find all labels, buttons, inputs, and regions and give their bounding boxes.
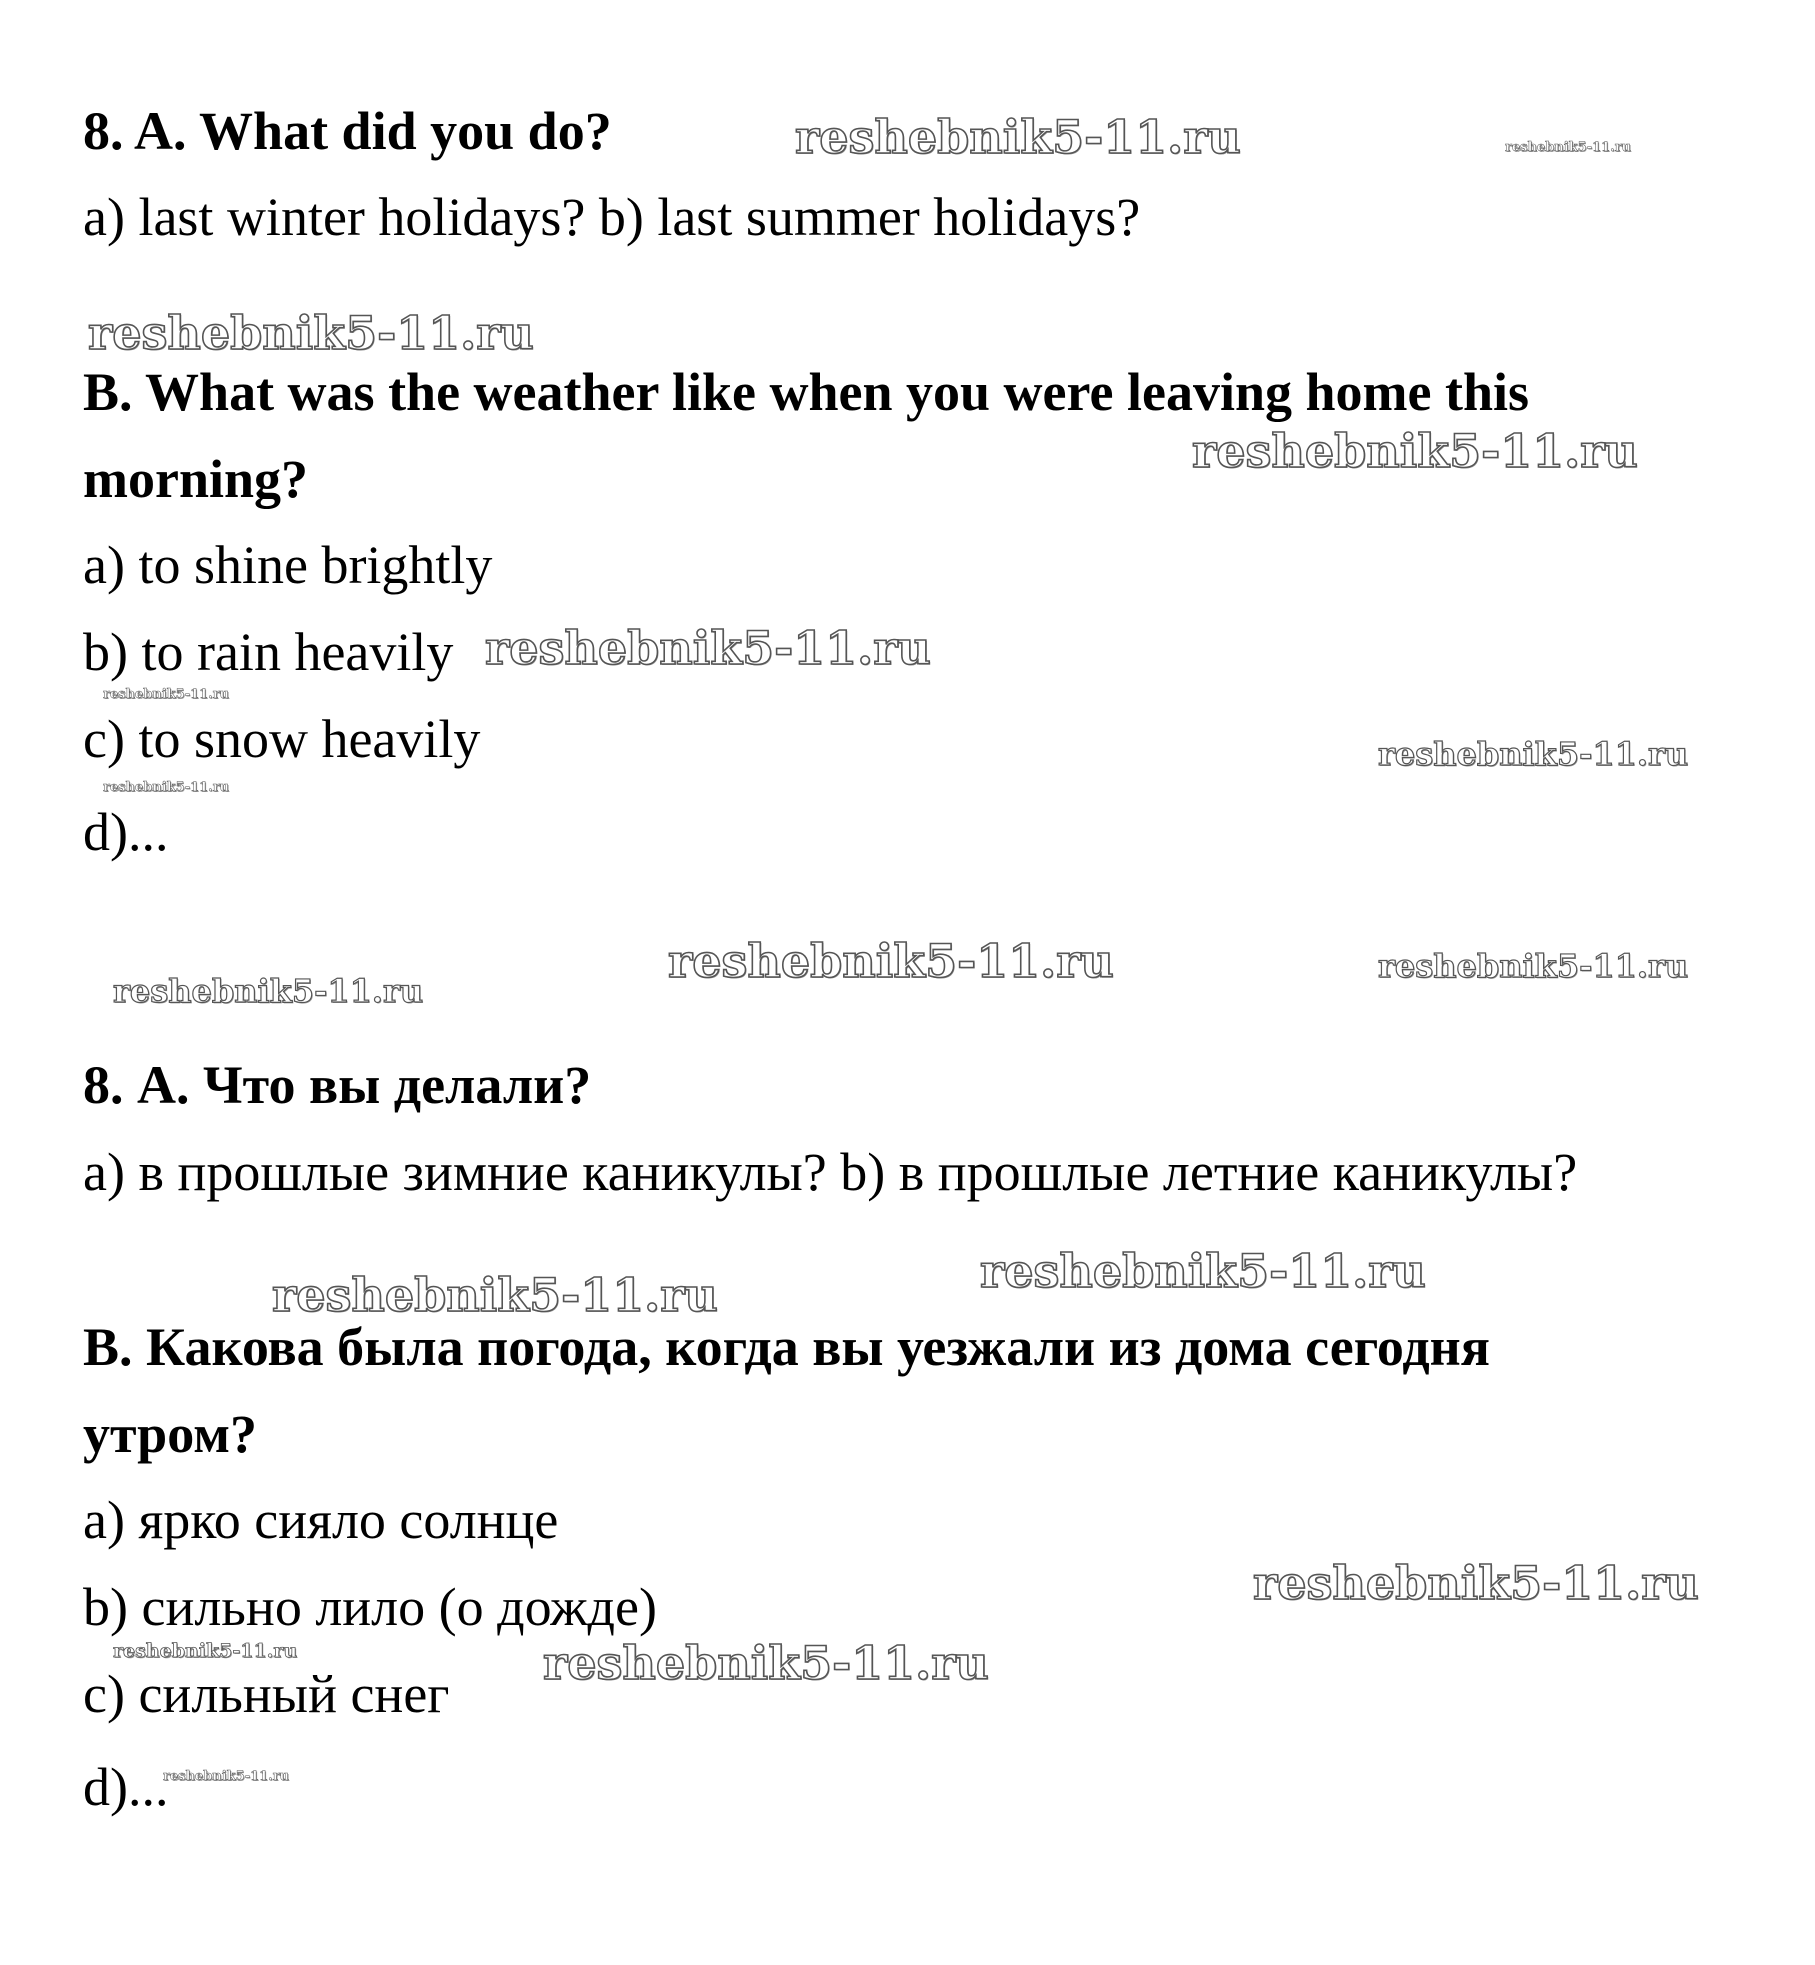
watermark: reshebnik5-11.ru: [485, 621, 931, 675]
watermark: reshebnik5-11.ru: [980, 1244, 1426, 1298]
watermark: reshebnik5-11.ru: [543, 1636, 989, 1690]
russian-option-a: а) ярко сияло солнце: [83, 1490, 559, 1550]
russian-heading-b-line1: B. Какова была погода, когда вы уезжали из дома сегодня: [83, 1317, 1491, 1377]
watermark: reshebnik5-11.ru: [1505, 140, 1632, 155]
watermark: reshebnik5-11.ru: [668, 934, 1114, 988]
russian-line-a: а) в прошлые зимние каникулы? b) в прошлые летние каникулы?: [83, 1142, 1578, 1202]
watermark: reshebnik5-11.ru: [103, 780, 230, 795]
watermark: reshebnik5-11.ru: [1192, 424, 1638, 478]
watermark: reshebnik5-11.ru: [795, 110, 1241, 164]
russian-heading-b-line2: утром?: [83, 1404, 257, 1464]
watermark: reshebnik5-11.ru: [113, 972, 424, 1010]
watermark: reshebnik5-11.ru: [163, 1769, 290, 1784]
english-option-d: d)...: [83, 802, 169, 862]
english-heading-b-line2: morning?: [83, 449, 309, 509]
english-heading-a: 8. A. What did you do?: [83, 101, 612, 161]
english-line-a: a) last winter holidays? b) last summer holidays?: [83, 187, 1141, 247]
russian-option-b: b) сильно лило (о дожде): [83, 1577, 657, 1637]
english-option-c: c) to snow heavily: [83, 709, 481, 769]
watermark: reshebnik5-11.ru: [272, 1268, 718, 1322]
russian-option-c: с) сильный снег: [83, 1664, 450, 1724]
english-heading-b-line1: B. What was the weather like when you were leaving home this: [83, 362, 1530, 422]
watermark: reshebnik5-11.ru: [1253, 1556, 1699, 1610]
watermark: reshebnik5-11.ru: [88, 306, 534, 360]
russian-heading-a: 8. А. Что вы делали?: [83, 1055, 592, 1115]
russian-option-d: d)...: [83, 1757, 169, 1817]
english-option-a: a) to shine brightly: [83, 535, 493, 595]
watermark: reshebnik5-11.ru: [1378, 947, 1689, 985]
watermark: reshebnik5-11.ru: [1378, 735, 1689, 773]
english-option-b: b) to rain heavily: [83, 622, 454, 682]
watermark: reshebnik5-11.ru: [103, 687, 230, 702]
watermark: reshebnik5-11.ru: [113, 1640, 298, 1662]
